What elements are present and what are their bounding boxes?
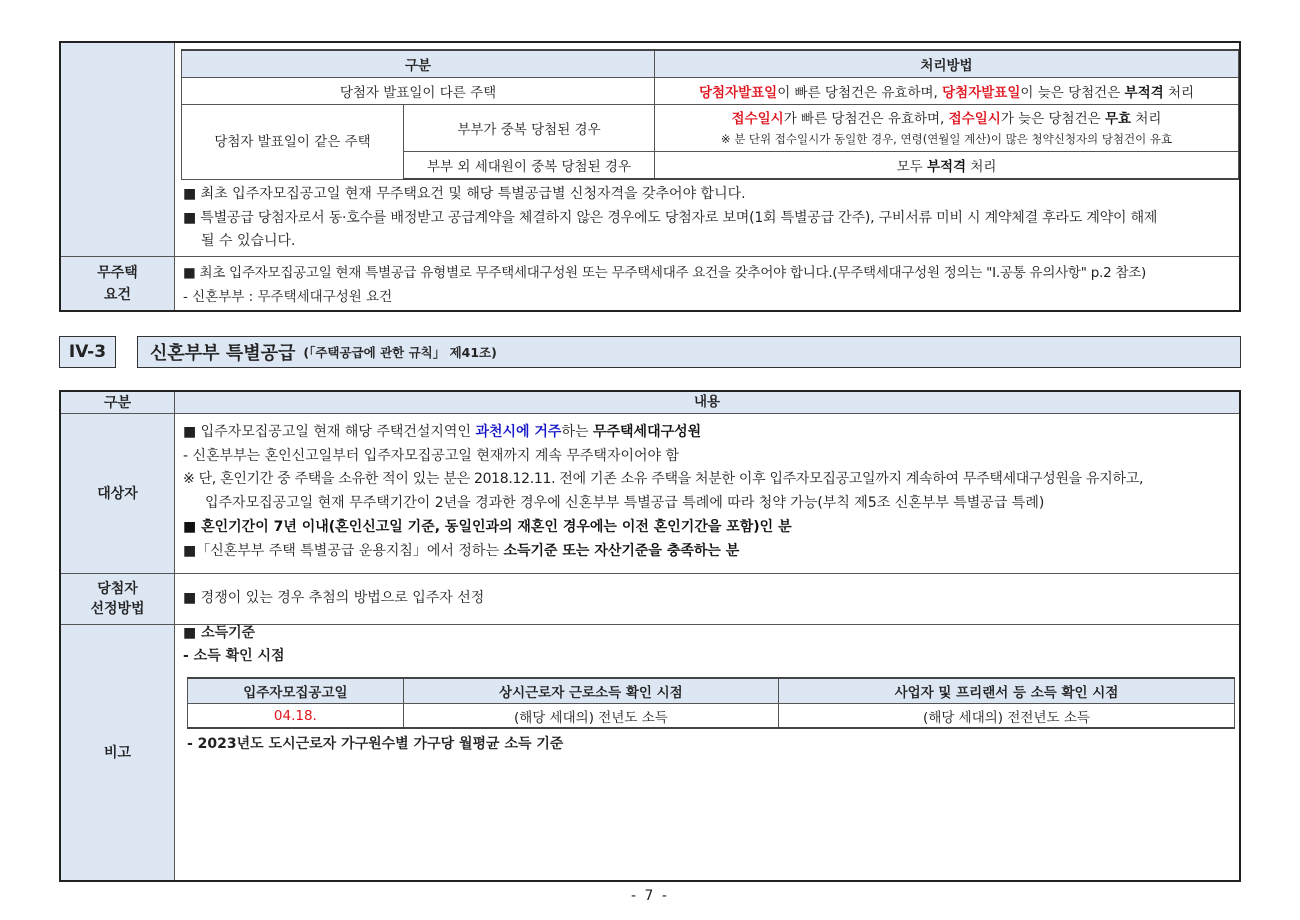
duplicate-winning-table <box>181 49 1239 180</box>
nohouse-content <box>175 256 1239 310</box>
row-method-couple: 접수일시가 빠른 당첨건은 유효하며, 접수일시가 늦은 당첨건은 무효 처리 ※ 분 단위 접수일시가 동일한 경우, 연령(연월일 계산)이 많은 청약신청자의 당첨건이 유효 <box>655 105 1239 152</box>
nohouse-label: 무주택 요건 <box>61 256 175 310</box>
section-title: 신혼부부 특별공급 <box>150 343 296 364</box>
header-content: 내용 <box>175 392 1239 414</box>
target-line: 입주자모집공고일 현재 무주택기간이 2년을 경과한 경우에 신혼부부 특별공급 특례에 따라 청약 가능(부칙 제5조 신혼부부 특별공급 특례) <box>205 495 1045 512</box>
section-subtitle: (「주택공급에 관한 규칙」 제41조) <box>303 345 497 360</box>
income-cell-worker: (해당 세대의) 전년도 소득 <box>403 704 778 729</box>
section-number: IV-3 <box>59 336 116 368</box>
income-timing-table <box>187 677 1235 729</box>
special-supply-rules-table <box>59 41 1241 312</box>
header-category: 구분 <box>61 392 175 414</box>
col-header-method: 처리방법 <box>655 50 1239 78</box>
row-sub-other-members: 부부 외 세대원이 중복 당첨된 경우 <box>404 152 655 180</box>
income-cell-date: 04.18. <box>188 704 404 729</box>
selection-content <box>175 574 1239 625</box>
rules-content-cell <box>175 43 1239 256</box>
income-timing-heading: - 소득 확인 시점 <box>183 648 285 664</box>
note-line: ■ 최초 입주자모집공고일 현재 무주택요건 및 해당 특별공급별 신청자격을 갖추어야 합니다. <box>183 186 746 202</box>
target-line: ■ 혼인기간이 7년 이내(혼인신고일 기준, 동일인과의 재혼인 경우에는 이전 혼인기간을 포함)인 분 <box>183 518 792 535</box>
income-col-header: 입주자모집공고일 <box>188 678 404 704</box>
page-number: - 7 - <box>631 888 669 904</box>
selection-label: 당첨자 선정방법 <box>61 574 175 625</box>
target-line: ■「신혼부부 주택 특별공급 운용지침」에서 정하는 소득기준 또는 자산기준을 충족하는 분 <box>183 542 740 559</box>
selection-text: ■ 경쟁이 있는 경우 추첨의 방법으로 입주자 선정 <box>183 590 485 607</box>
income-col-header: 상시근로자 근로소득 확인 시점 <box>403 678 778 704</box>
target-label: 대상자 <box>61 414 175 574</box>
target-line: ※ 단, 혼인기간 중 주택을 소유한 적이 있는 분은 2018.12.11. 전에 기존 소유 주택을 처분한 이후 입주자모집공고일까지 계속하여 무주택세대구성원을 유지하고, <box>183 471 1144 488</box>
remarks-label: 비고 <box>61 625 175 880</box>
row-label-same-date: 당첨자 발표일이 같은 주택 <box>182 105 404 180</box>
row-method-other-members: 모두 부적격 처리 <box>655 152 1239 180</box>
target-content <box>175 414 1239 574</box>
income-standard-heading: - 2023년도 도시근로자 가구원수별 가구당 월평균 소득 기준 <box>187 736 564 752</box>
note-line: ■ 특별공급 당첨자로서 동·호수를 배정받고 공급계약을 체결하지 않은 경우에도 당첨자로 보며(1회 특별공급 간주), 구비서류 미비 시 계약체결 후라도 계약이 해제 <box>183 209 1158 226</box>
target-line: ■ 입주자모집공고일 현재 해당 주택건설지역인 과천시에 거주하는 무주택세대구성원 <box>183 424 702 440</box>
note-line: 될 수 있습니다. <box>201 233 296 249</box>
row-sub-couple: 부부가 중복 당첨된 경우 <box>404 105 655 152</box>
eligibility-notes <box>183 183 1231 254</box>
income-cell-freelancer: (해당 세대의) 전전년도 소득 <box>778 704 1234 729</box>
row-method-different-date: 당첨자발표일이 빠른 당첨건은 유효하며, 당첨자발표일이 늦은 당첨건은 부적격 처리 <box>655 78 1239 105</box>
col-header-category: 구분 <box>182 50 655 78</box>
rules-label-cell <box>61 43 175 256</box>
row-label-different-date: 당첨자 발표일이 다른 주택 <box>182 78 655 105</box>
income-criteria-heading: ■ 소득기준 <box>183 625 256 641</box>
target-line: - 신혼부부는 혼인신고일부터 입주자모집공고일 현재까지 계속 무주택자이어야 함 <box>183 447 680 464</box>
couple-note: ※ 분 단위 접수일시가 동일한 경우, 연령(연월일 계산)이 많은 청약신청자의 당첨건이 유효 <box>720 132 1173 146</box>
section-title-bar <box>137 336 1241 368</box>
nohouse-line: ■ 최초 입주자모집공고일 현재 특별공급 유형별로 무주택세대구성원 또는 무주택세대주 요건을 갖추어야 합니다.(무주택세대구성원 정의는 "Ⅰ.공통 유의사항" p.2 참조) <box>183 265 1147 281</box>
newlywed-supply-table <box>59 390 1241 882</box>
remarks-content <box>175 625 1239 880</box>
income-col-header: 사업자 및 프리랜서 등 소득 확인 시점 <box>778 678 1234 704</box>
nohouse-line: - 신혼부부 : 무주택세대구성원 요건 <box>183 289 393 305</box>
